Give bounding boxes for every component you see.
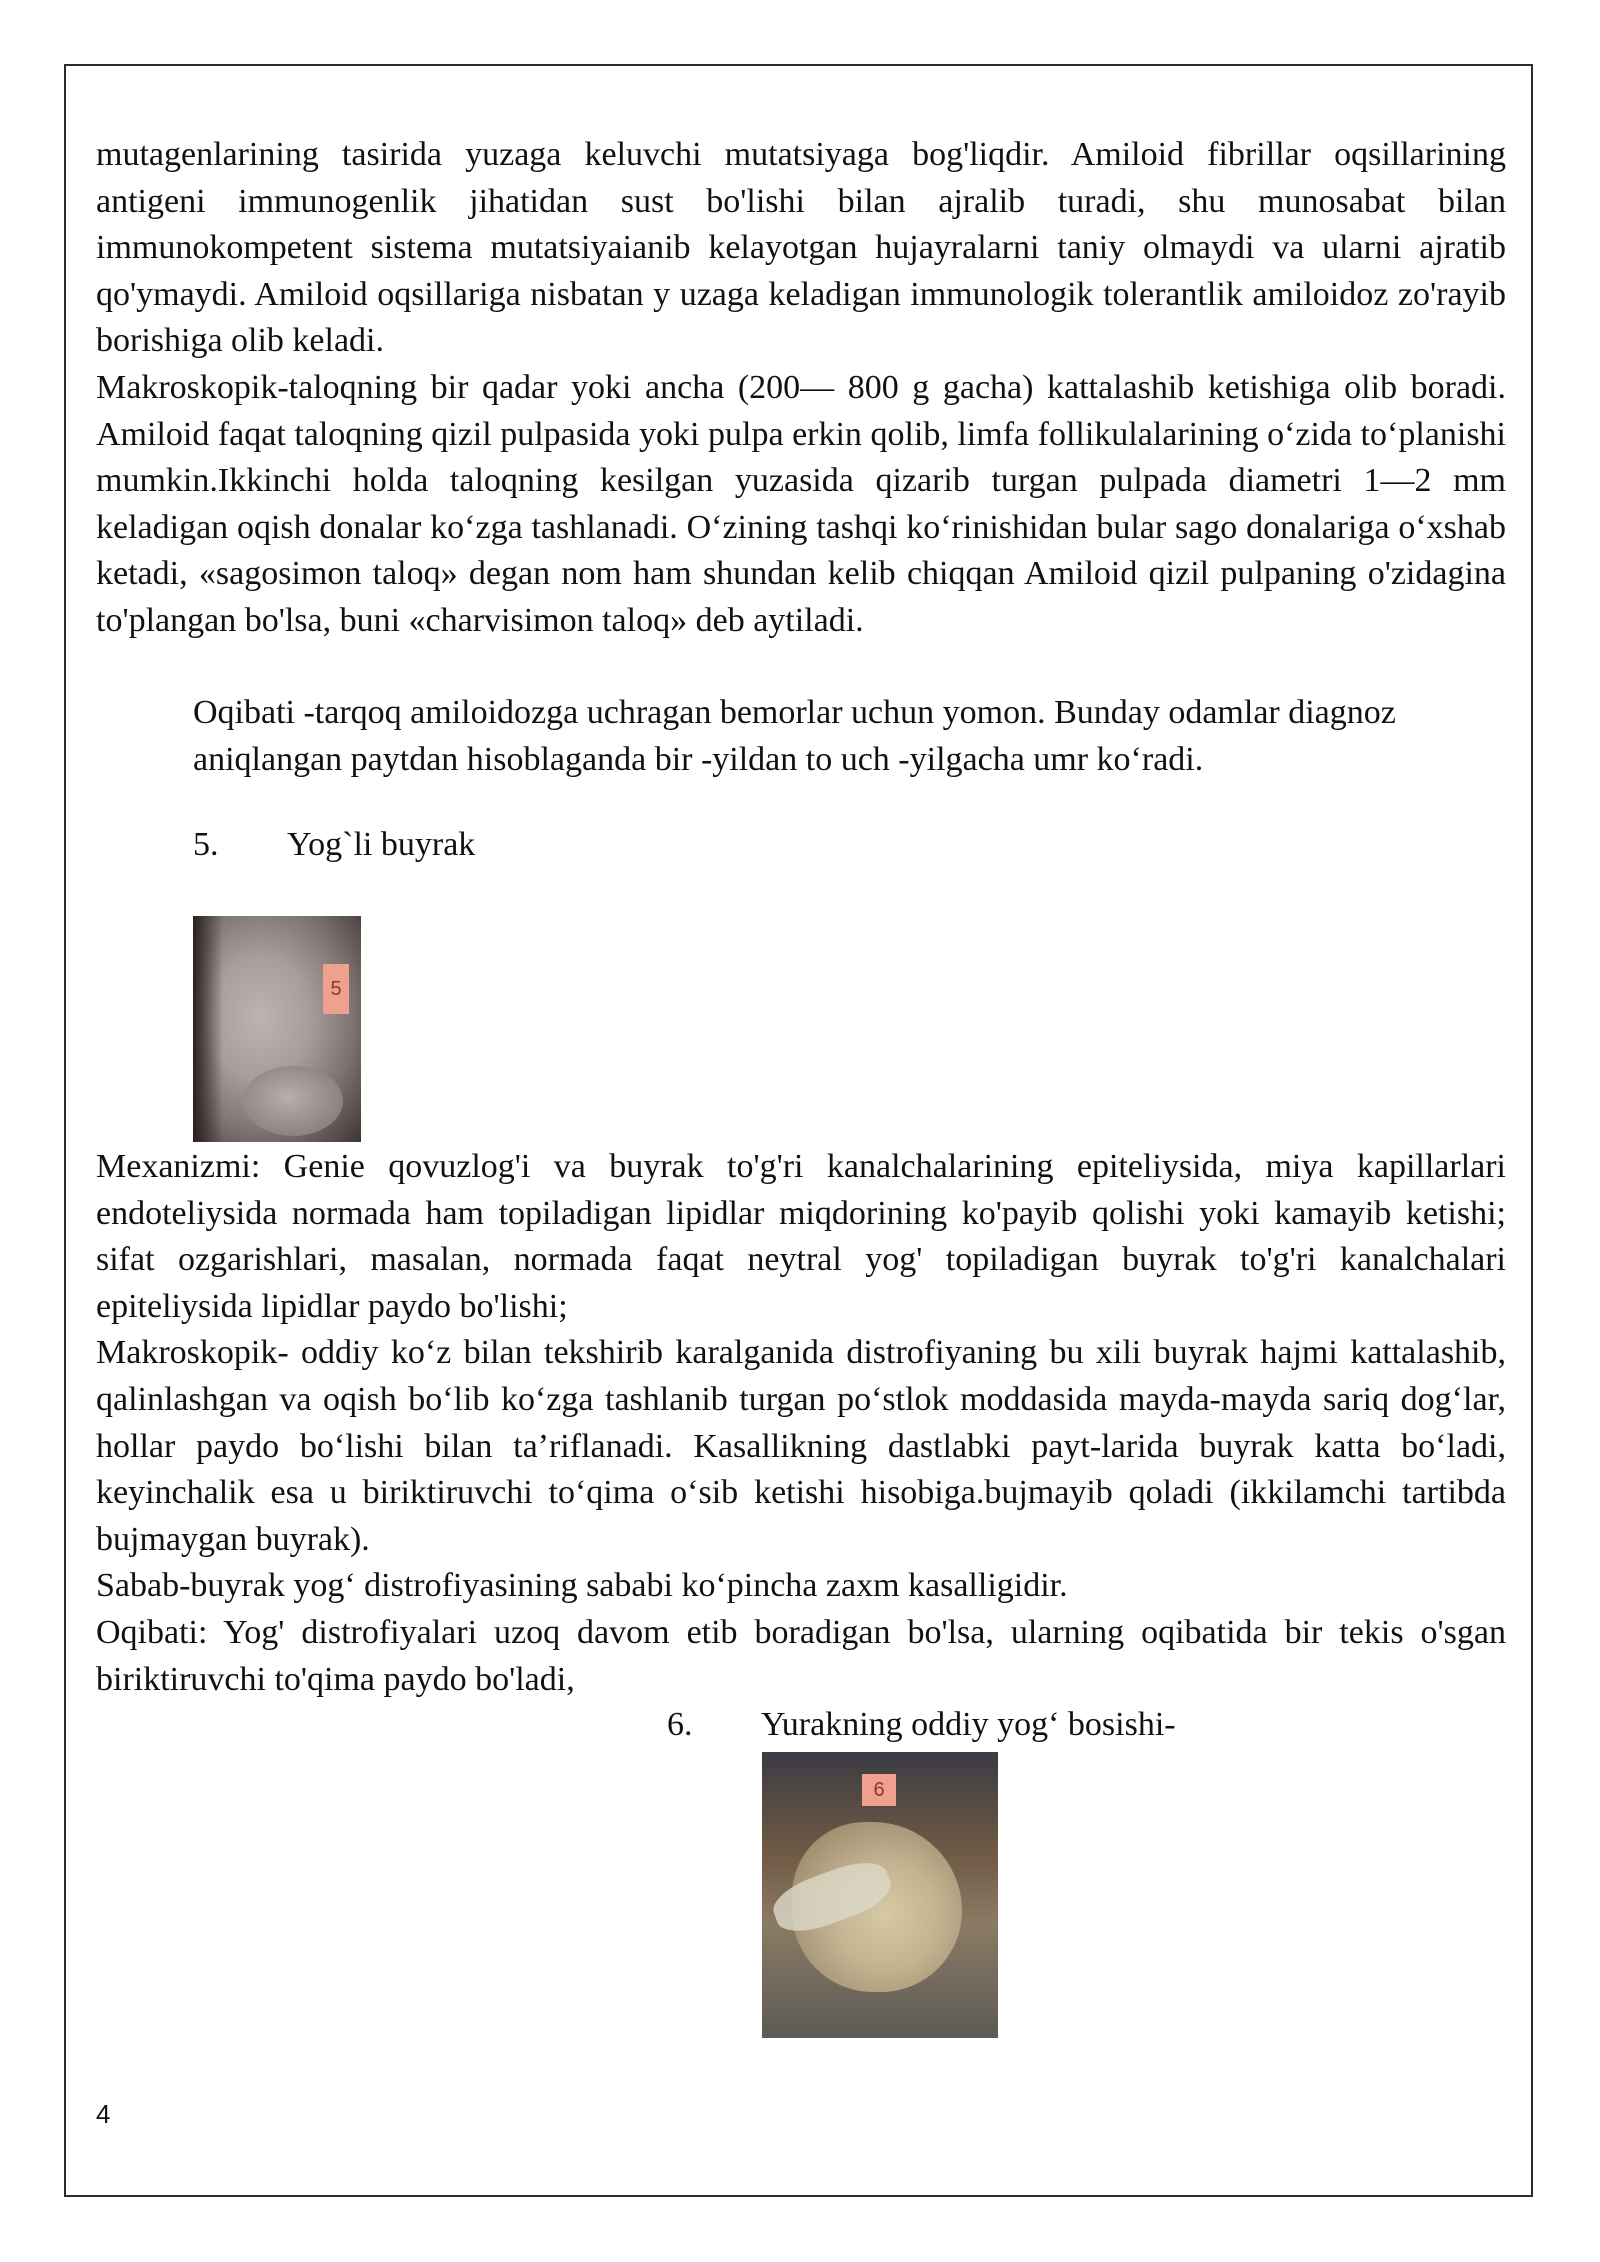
section-6-number: 6. — [667, 1706, 693, 1743]
page-number: 4 — [96, 2099, 111, 2129]
paragraph-spleen-macroscopic: Makroskopik-taloqning bir qadar yoki ancha (200— 800 g gacha) kattalashib ketishiga olib boradi. Amiloid faqat taloqning qizil pulpasida yoki pulpa erkin qolib, limfa follikulalarining oʻzida toʻplanishi mumkin.Ikkinchi holda taloqning kesilgan yuzasida qizarib turgan pulpada diametri 1—2 mm keladigan oqish donalar koʻzga tashlanadi. Oʻzining tashqi koʻrinishidan bular sago donalariga oʻxshab ketadi, «sagosimon taloq» degan nom ham shundan kelib chiqqan Amiloid qizil pulpaning o'zidagina to'plangan bo'lsa, buni «charvisimon taloq» deb aytiladi. — [96, 368, 1506, 639]
section-5-heading — [193, 822, 475, 868]
paragraph-kidney-macroscopic: Makroskopik- oddiy koʻz bilan tekshirib karalganida distrofiyaning bu xili buyrak hajmi kattalashib, qalinlashgan va oqish boʻlib koʻzga tashlanib turgan poʻstlok moddasida mayda-mayda sariq dogʻlar, hollar paydo boʻlishi bilan ta’riflanadi. Kasallikning dastlabki payt-larida buyrak katta boʻladi, keyinchalik esa u biriktiruvchi toʻqima oʻsib ketishi hisobiga.bujmayib qoladi (ikkilamchi tartibda bujmaygan buyrak). — [96, 1334, 1506, 1558]
fatty-heart-photo — [762, 1752, 998, 2038]
paragraph-oqibati-fatty: Oqibati: Yog' distrofiyalari uzoq davom etib boradigan bo'lsa, ularning oqibatida bir tekis o'sgan biriktiruvchi to'qima paydo bo'ladi, — [96, 1613, 1506, 1698]
photo-5-tag: 5 — [323, 964, 349, 1014]
section-5-title: Yog`li buyrak — [287, 826, 476, 863]
paragraph-mexanizmi: Mexanizmi: Genie qovuzlog'i va buyrak to'g'ri kanalchalarining epiteliysida, miya kapillarlari endoteliysida normada ham topiladigan lipidlar miqdorining ko'payib qolishi yoki kamayib ketishi; sifat ozgarishlari, masalan, normada faqat neytral yog' topiladigan buyrak to'g'ri kanalchalari epiteliysida lipidlar paydo bo'lishi; — [96, 1148, 1506, 1325]
photo-6-tag: 6 — [862, 1774, 896, 1806]
section-6-heading — [667, 1702, 1176, 1748]
text-block-1 — [96, 132, 1506, 645]
text-block-2 — [96, 1144, 1506, 1703]
section-6-title: Yurakning oddiy yogʻ bosishi- — [761, 1706, 1176, 1743]
paragraph-oqibati-amyloid: Oqibati -tarqoq amiloidozga uchragan bemorlar uchun yomon. Bunday odamlar diagnoz aniqlangan paytdan hisoblaganda bir -yildan to uch -yilgacha umr koʻradi. — [193, 694, 1396, 778]
paragraph-sabab: Sabab-buyrak yogʻ distrofiyasining sababi koʻpincha zaxm kasalligidir. — [96, 1567, 1068, 1605]
fatty-kidney-photo — [193, 916, 361, 1142]
section-5-number: 5. — [193, 826, 219, 863]
paragraph-amyloid-mechanism: mutagenlarining tasirida yuzaga keluvchi mutatsiyaga bog'liqdir. Amiloid fibrillar oqsillarining antigeni immunogenlik jihatidan sust bo'lishi bilan ajralib turadi, shu munosabat bilan immunokompetent sistema mutatsiyaianib kelayotgan hujayralarni taniy olmaydi va ularni ajratib qo'ymaydi. Amiloid oqsillariga nisbatan y uzaga keladigan immunologik tolerantlik amiloidoz zo'rayib borishiga olib keladi. — [96, 136, 1506, 360]
